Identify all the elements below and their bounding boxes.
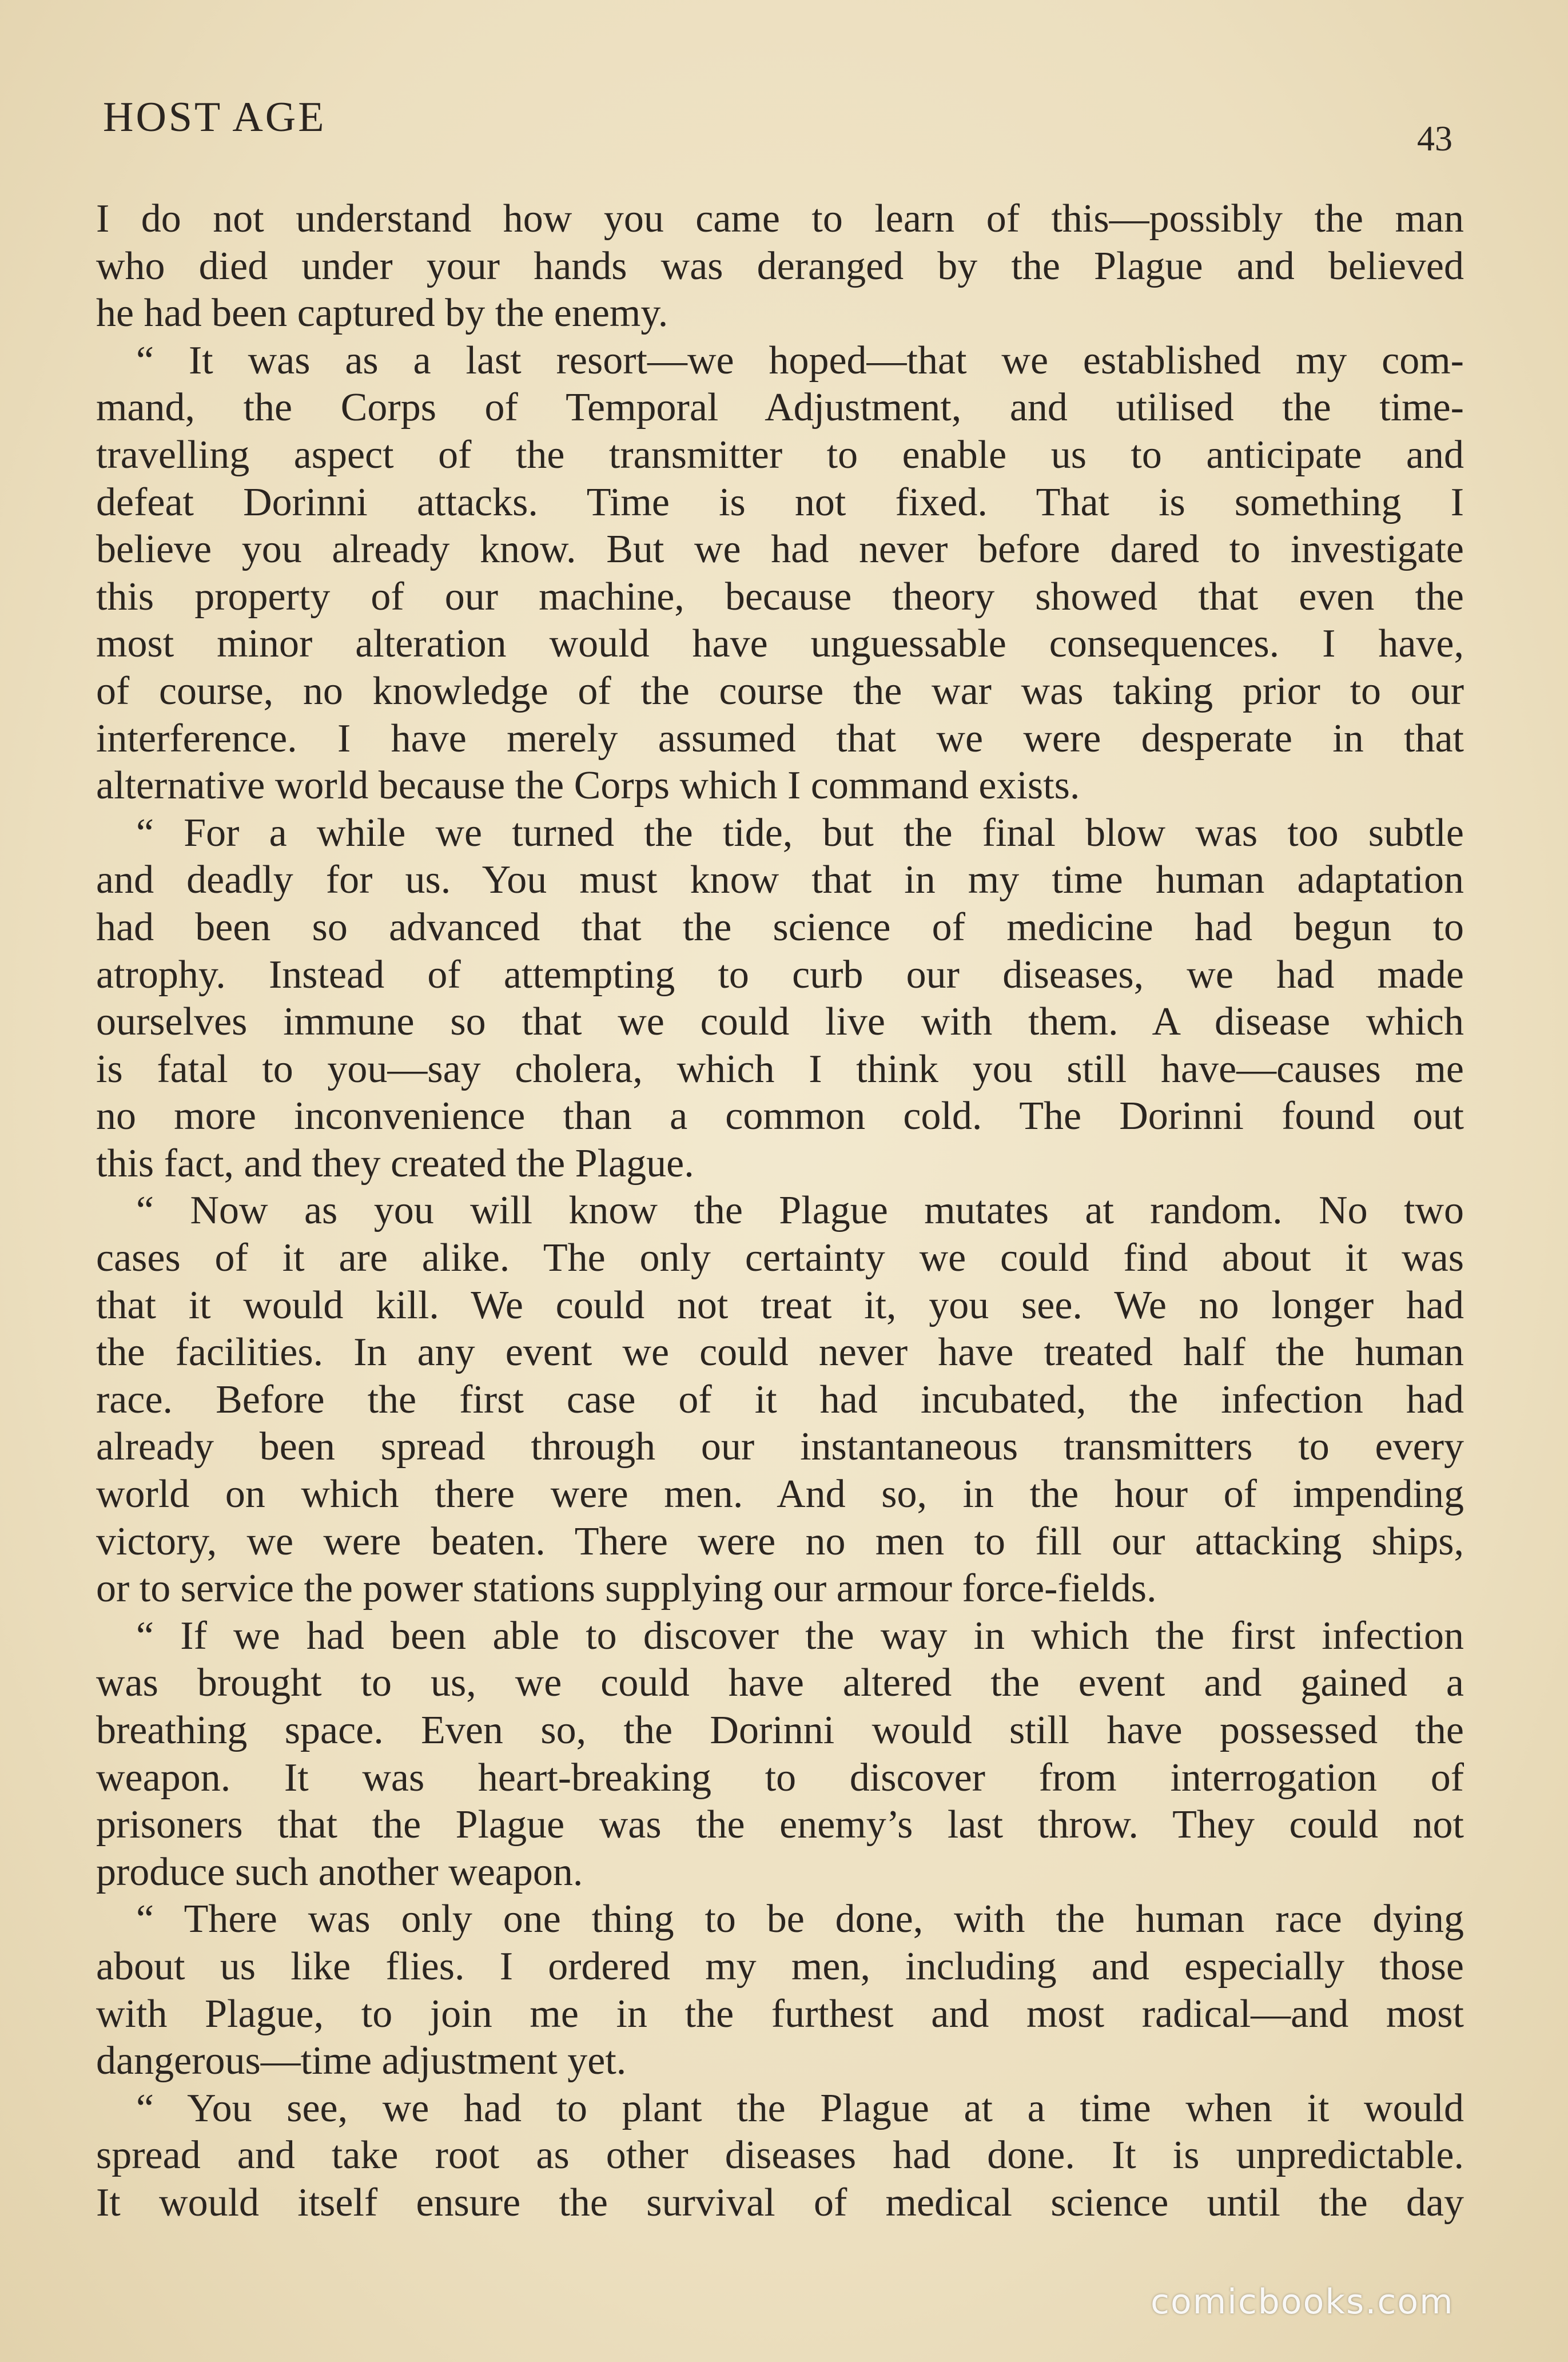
text-line: of course, no knowledge of the course the war was taking prior to our (96, 669, 1464, 713)
text-line: weapon. It was heart-breaking to discover from interrogation of (96, 1755, 1464, 1800)
text-line: believe you already know. But we had never before dared to investigate (96, 527, 1464, 572)
page-number: 43 (1417, 120, 1452, 158)
text-line: with Plague, to join me in the furthest and most radical—and most (96, 1991, 1464, 2036)
text-line: this property of our machine, because theory showed that even the (96, 574, 1464, 619)
text-line: alternative world because the Corps which I command exists. (96, 764, 1080, 808)
text-line: world on which there were men. And so, in the hour of impending (96, 1472, 1464, 1517)
text-line: race. Before the first case of it had incubated, the infection had (96, 1377, 1464, 1422)
text-line: breathing space. Even so, the Dorinni would still have possessed the (96, 1708, 1464, 1752)
text-line: ourselves immune so that we could live with them. A disease which (96, 1000, 1464, 1044)
text-line: or to service the power stations supplying our armour force-fields. (96, 1566, 1157, 1611)
text-line: interference. I have merely assumed that we were desperate in that (96, 716, 1464, 761)
text-line: dangerous—time adjustment yet. (96, 2039, 627, 2083)
text-line: prisoners that the Plague was the enemy’s last throw. They could not (96, 1803, 1464, 1847)
text-line: is fatal to you—say cholera, which I think you still have—causes me (96, 1047, 1464, 1091)
text-line: no more inconvenience than a common cold. The Dorinni found out (96, 1094, 1464, 1139)
text-line: “ There was only one thing to be done, with the human race dying (136, 1897, 1464, 1942)
text-line: most minor alteration would have unguessable consequences. I have, (96, 622, 1464, 666)
text-line: “ For a while we turned the tide, but the final blow was too subtle (136, 810, 1464, 855)
body-text (96, 196, 1464, 2227)
text-line: defeat Dorinni attacks. Time is not fixed. That is something I (96, 480, 1464, 524)
text-line: “ You see, we had to plant the Plague at a time when it would (136, 2086, 1464, 2130)
text-line: atrophy. Instead of attempting to curb our diseases, we had made (96, 952, 1464, 997)
watermark-text: comicbooks.com (1151, 2282, 1454, 2322)
running-head-title: HOST AGE (103, 94, 327, 141)
text-line: cases of it are alike. The only certainty we could find about it was (96, 1236, 1464, 1281)
text-line: I do not understand how you came to learn of this—possibly the man (96, 197, 1464, 241)
text-line: was brought to us, we could have altered the event and gained a (96, 1661, 1464, 1705)
text-line: “ Now as you will know the Plague mutates at random. No two (136, 1188, 1464, 1233)
text-line: who died under your hands was deranged by the Plague and believed (96, 244, 1464, 288)
text-line: the facilities. In any event we could never have treated half the human (96, 1330, 1464, 1375)
text-line: about us like flies. I ordered my men, including and especially those (96, 1944, 1464, 1989)
text-line: It would itself ensure the survival of medical science until the day (96, 2180, 1464, 2225)
text-line: that it would kill. We could not treat it, you see. We no longer had (96, 1283, 1464, 1327)
text-line: had been so advanced that the science of medicine had begun to (96, 905, 1464, 949)
text-line: mand, the Corps of Temporal Adjustment, and utilised the time- (96, 385, 1464, 430)
text-line: this fact, and they created the Plague. (96, 1141, 694, 1186)
text-line: and deadly for us. You must know that in my time human adaptation (96, 858, 1464, 902)
text-line: he had been captured by the enemy. (96, 291, 668, 336)
text-line: produce such another weapon. (96, 1850, 583, 1894)
text-line: “ It was as a last resort—we hoped—that we established my com- (136, 338, 1464, 383)
text-line: spread and take root as other diseases had done. It is unpredictable. (96, 2133, 1464, 2178)
text-line: victory, we were beaten. There were no men to fill our attacking ships, (96, 1519, 1464, 1564)
text-line: already been spread through our instantaneous transmitters to every (96, 1425, 1464, 1469)
text-line: “ If we had been able to discover the way in which the first infection (136, 1613, 1464, 1658)
text-line: travelling aspect of the transmitter to enable us to anticipate and (96, 432, 1464, 477)
